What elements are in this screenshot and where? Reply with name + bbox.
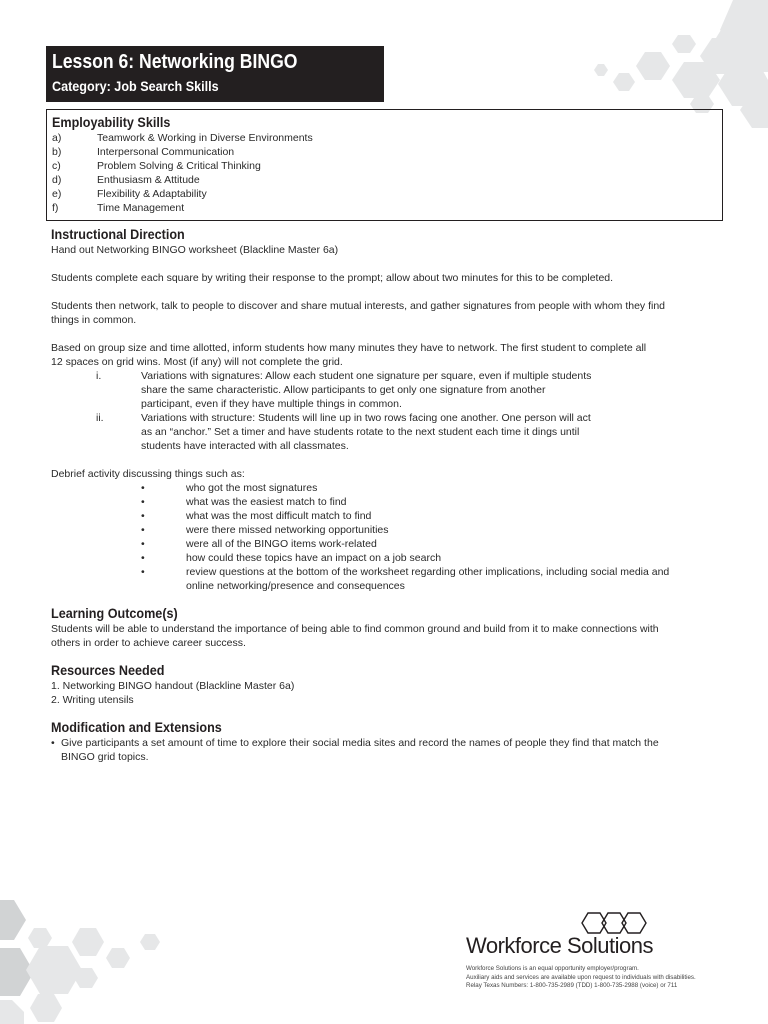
skill-item xyxy=(52,187,722,201)
debrief-item xyxy=(51,495,721,509)
variation-text: Variations with signatures: Allow each student one signature per square, even if multiple students xyxy=(141,370,592,382)
resources-heading: Resources Needed xyxy=(51,662,165,678)
lesson-title: Lesson 6: Networking BINGO xyxy=(52,51,298,73)
bullet-marker: • xyxy=(141,552,145,564)
modification-text: Give participants a set amount of time to explore their social media sites and record the names of people they find that match the xyxy=(61,737,659,749)
employability-skills-box xyxy=(46,109,723,221)
debrief-text: what was the most difficult match to find xyxy=(186,510,372,522)
skill-key: f) xyxy=(52,202,59,214)
bullet-marker: • xyxy=(141,482,145,494)
bullet-marker: • xyxy=(141,524,145,536)
instruction-paragraph: Based on group size and time allotted, inform students how many minutes they have to network. The first student to complete all xyxy=(51,342,647,354)
instruction-paragraph: 12 spaces on grid wins. Most (if any) will not complete the grid. xyxy=(51,356,343,368)
debrief-item xyxy=(51,509,721,523)
variation-item xyxy=(51,411,721,425)
variation-key xyxy=(96,397,141,411)
lesson-content xyxy=(51,226,721,764)
skill-key: a) xyxy=(52,132,62,144)
modification-text: BINGO grid topics. xyxy=(61,751,149,763)
skill-item xyxy=(52,159,722,173)
debrief-item-continued xyxy=(51,579,721,593)
variations-list xyxy=(51,369,721,453)
skill-item xyxy=(52,173,722,187)
outcome-text: Students will be able to understand the importance of being able to find common ground and build from it to make connections with xyxy=(51,623,659,635)
footer-fine-print: Relay Texas Numbers: 1-800-735-2989 (TDD) 1-800-735-2988 (voice) or 711 xyxy=(466,982,678,989)
variation-key xyxy=(96,439,141,453)
modification-heading: Modification and Extensions xyxy=(51,719,222,735)
variation-text: Variations with structure: Students will line up in two rows facing one another. One person will act xyxy=(141,412,591,424)
skill-item xyxy=(52,201,722,215)
bullet-marker: • xyxy=(141,538,145,550)
outcome-text: others in order to achieve career success. xyxy=(51,637,246,649)
variation-item-continued xyxy=(51,425,721,439)
debrief-item xyxy=(51,537,721,551)
debrief-text: online networking/presence and consequences xyxy=(186,580,405,592)
instruction-paragraph: Students then network, talk to people to discover and share mutual interests, and gather signatures from people with whom they find xyxy=(51,300,666,312)
debrief-item xyxy=(51,523,721,537)
skill-key: e) xyxy=(52,188,62,200)
bullet-marker xyxy=(141,579,186,593)
footer-fine-print: Workforce Solutions is an equal opportunity employer/program. xyxy=(466,965,639,972)
debrief-text: what was the easiest match to find xyxy=(186,496,347,508)
variation-text: share the same characteristic. Allow participants to get only one signature from another xyxy=(141,384,546,396)
variation-text: students have interacted with all classmates. xyxy=(141,440,349,452)
variation-key xyxy=(96,383,141,397)
resource-item: 1. Networking BINGO handout (Blackline Master 6a) xyxy=(51,680,295,692)
lesson-title-box xyxy=(46,46,384,102)
skill-label: Enthusiasm & Attitude xyxy=(97,174,200,186)
brand-name: Workforce Solutions xyxy=(466,933,653,958)
skill-label: Interpersonal Communication xyxy=(97,146,235,158)
skill-label: Problem Solving & Critical Thinking xyxy=(97,160,261,172)
variation-key: ii. xyxy=(96,412,104,424)
variation-item-continued xyxy=(51,397,721,411)
skills-list xyxy=(52,131,722,215)
instruction-heading: Instructional Direction xyxy=(51,226,185,242)
skill-key: c) xyxy=(52,160,61,172)
debrief-text: were there missed networking opportunities xyxy=(186,524,389,536)
workforce-logo-hexagons-icon xyxy=(572,907,656,939)
debrief-bullet-list xyxy=(51,481,721,593)
skill-item xyxy=(52,145,722,159)
modification-item xyxy=(51,736,721,750)
debrief-intro: Debrief activity discussing things such as: xyxy=(51,468,245,480)
skill-label: Time Management xyxy=(97,202,185,214)
bullet-marker: • xyxy=(51,737,55,749)
footer-fine-print: Auxiliary aids and services are available upon request to individuals with disabilities. xyxy=(466,973,696,981)
debrief-item xyxy=(51,565,721,579)
bullet-marker: • xyxy=(141,510,145,522)
instruction-paragraph: Students complete each square by writing their response to the prompt; allow about two minutes for this to be completed. xyxy=(51,272,614,284)
variation-item xyxy=(51,369,721,383)
instruction-paragraph: things in common. xyxy=(51,314,137,326)
resource-item: 2. Writing utensils xyxy=(51,694,134,706)
skill-key: b) xyxy=(52,146,62,158)
bullet-marker: • xyxy=(141,496,145,508)
skill-item xyxy=(52,131,722,145)
variation-item-continued xyxy=(51,439,721,453)
debrief-item xyxy=(51,481,721,495)
debrief-text: review questions at the bottom of the worksheet regarding other implications, including social media and xyxy=(186,566,670,578)
variation-text: as an “anchor.” Set a timer and have students rotate to the next student each time it dings until xyxy=(141,426,580,438)
debrief-text: how could these topics have an impact on a job search xyxy=(186,552,442,564)
instruction-paragraph: Hand out Networking BINGO worksheet (Blackline Master 6a) xyxy=(51,244,339,256)
lesson-category: Category: Job Search Skills xyxy=(52,78,219,94)
debrief-text: were all of the BINGO items work-related xyxy=(186,538,377,550)
debrief-item xyxy=(51,551,721,565)
variation-text: participant, even if they have multiple things in common. xyxy=(141,398,402,410)
skills-heading: Employability Skills xyxy=(52,114,171,130)
variation-key: i. xyxy=(96,370,102,382)
footer xyxy=(466,907,756,991)
variation-item-continued xyxy=(51,383,721,397)
variation-key xyxy=(96,425,141,439)
skill-label: Teamwork & Working in Diverse Environments xyxy=(97,132,313,144)
debrief-text: who got the most signatures xyxy=(186,482,318,494)
bullet-marker: • xyxy=(141,566,145,578)
skill-label: Flexibility & Adaptability xyxy=(97,188,207,200)
skill-key: d) xyxy=(52,174,62,186)
outcome-heading: Learning Outcome(s) xyxy=(51,605,178,621)
modification-item-continued xyxy=(51,750,721,764)
